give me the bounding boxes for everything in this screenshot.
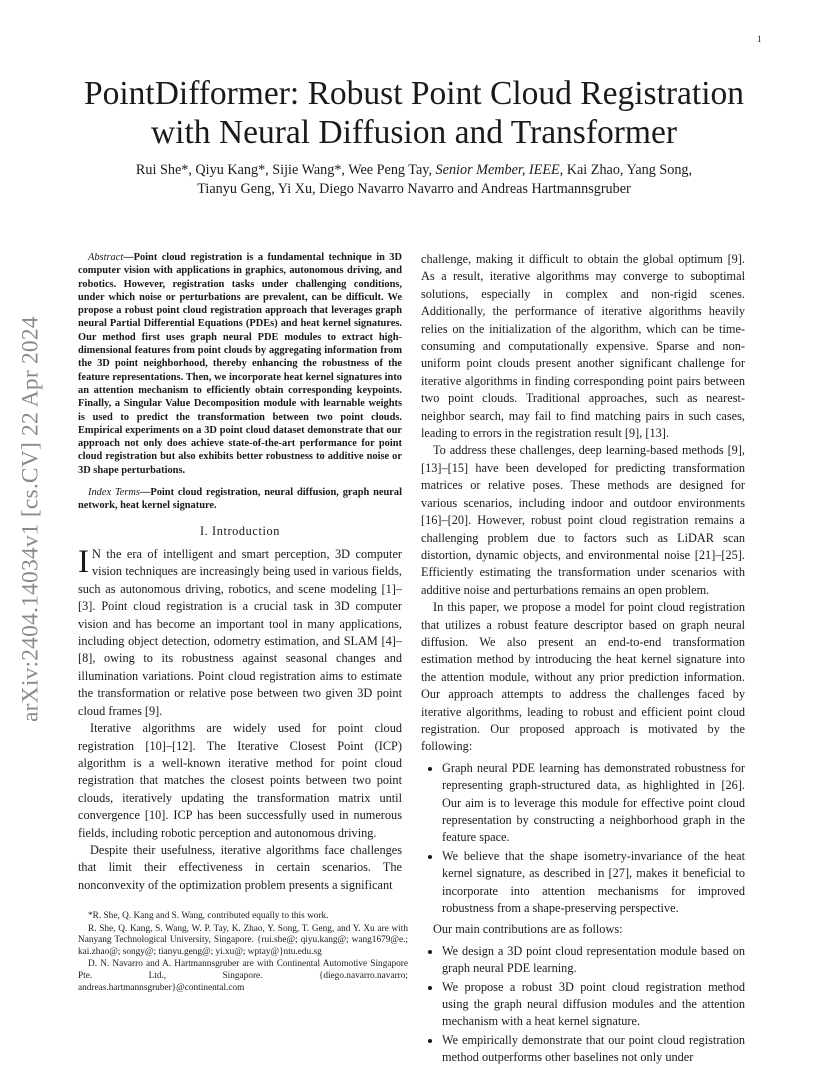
motivation-list (421, 760, 745, 918)
left-column (78, 251, 402, 894)
index-terms-label: Index Terms (88, 487, 140, 499)
title-line-2: with Neural Diffusion and Transformer (150, 114, 677, 151)
arxiv-side-stamp: arXiv:2404.14034v1 [cs.CV] 22 Apr 2024 (17, 316, 44, 722)
authors-line-2: Tianyu Geng, Yi Xu, Diego Navarro Navarro and Andreas Hartmannsgruber (197, 181, 631, 197)
list-item: • Graph neural PDE learning has demonstrated robustness for representing graph-structured data, as highlighted in [26]. Our aim is to leverage this module for effective point cloud representation by constructing a neighborhood graph in the feature space. (442, 760, 745, 847)
index-terms (78, 486, 402, 513)
list-item: • We propose a robust 3D point cloud registration method using the graph neural diffusion modules and the attention mechanism with a heat kernel signature. (442, 979, 745, 1031)
authors-line-1a: Rui She*, Qiyu Kang*, Sijie Wang*, Wee Peng Tay, (135, 162, 436, 178)
right-paragraph-3: In this paper, we propose a model for point cloud registration that utilizes a robust feature descriptor based on graph neural diffusion. We also present an end-to-end transformation estimation method by introducing the heat kernel signature into the attention module, without any prior prediction information. Our approach attempts to address the challenges faced by iterative algorithms, leading to robust and efficient point cloud registration. Our proposed approach is motivated by the following: (421, 600, 745, 754)
authors-line-1c: Kai Zhao, Yang Song, (563, 162, 693, 178)
intro-paragraph-1 (78, 546, 402, 720)
abstract-label: Abstract (88, 252, 124, 263)
authors-membership: Senior Member, IEEE, (435, 162, 564, 178)
abstract (78, 251, 402, 477)
page-number: 1 (757, 34, 762, 44)
right-paragraph-1: challenge, making it difficult to obtain the global optimum [9]. As a result, iterative algorithms may converge to suboptimal solutions, especially in complex and non-rigid scenes. Additionally, the performance of iterative algorithms heavily relies on the initialization of the algorithm, which can be time-consuming and computationally expensive. Sparse and non-uniform point clouds present another significant challenge for iterative algorithms in finding corresponding point pairs between two point clouds. Traditional approaches, such as nearest-neighbor search, may fail to find matching pairs in such cases, leading to errors in the registration result [9], [13]. (421, 252, 745, 441)
abstract-text: —Point cloud registration is a fundamental technique in 3D computer vision with applications in graphics, autonomous driving, and robotics. However, registration tasks under challenging conditions, under which noise or perturbations are prevalent, can be difficult. We propose a robust point cloud registration approach that leverages graph neural Partial Differential Equations (PDEs) and heat kernel signatures. Our method first uses graph neural PDE modules to extract high-dimensional features from point clouds by aggregating information from the 3D point neighborhood, thereby enhancing the robustness of the feature representations. Then, we incorporate heat kernel signatures into an attention mechanism to efficiently obtain corresponding keypoints. Finally, a Singular Value Decomposition module with learnable weights is used to predict the transformation between two point clouds. Empirical experiments on a 3D point cloud dataset demonstrate that our approach not only does achieve state-of-the-art performance for point cloud registration but also exhibits better robustness to additive noise or 3D shape perturbations. (78, 252, 402, 476)
title-line-1: PointDifformer: Robust Point Cloud Registration (83, 75, 745, 112)
list-item: • We empirically demonstrate that our point cloud registration method outperforms other baselines not only under (442, 1032, 745, 1067)
paper-title (60, 74, 768, 152)
intro-paragraph-2: Iterative algorithms are widely used for point cloud registration [10]–[12]. The Iterative Closest Point (ICP) algorithm is a well-known iterative method for point cloud registration that matches the closest points between two point clouds, iteratively updating the transformation matrix until convergence [10]. ICP has been successfully used in numerous fields, including robotic perception and autonomous driving. (78, 721, 402, 840)
section-heading: I. Introduction (199, 523, 281, 538)
title-block (60, 74, 768, 199)
footnote-equal-contribution: *R. She, Q. Kang and S. Wang, contributed equally to this work. (88, 911, 329, 921)
index-terms-text: —Point cloud registration, neural diffusion, graph neural network, heat kernel signature. (78, 487, 403, 512)
author-list (60, 161, 768, 199)
intro-p1-text: N the era of intelligent and smart perception, 3D computer vision techniques are increasingly being used in various fields, such as autonomous driving, robotics, and scene modeling [1]–[3]. Point cloud registration is a crucial task in 3D computer vision and has become an important tool in many applications, including object detection, odometry estimation, and SLAM [4]–[8], owing to its robustness against seasonal changes and illumination variations. Point cloud registration aims to estimate the transformation or relative pose between two given 3D point cloud frames [9]. (78, 547, 402, 718)
list-item: • We believe that the shape isometry-invariance of the heat kernel signature, as described in [27], makes it beneficial to incorporate into attention mechanisms for improved robustness from a shape-preserving perspective. (442, 848, 745, 918)
right-paragraph-2: To address these challenges, deep learning-based methods [9], [13]–[15] have been developed for predicting transformation matrices or relative poses. These methods are designed for various scenarios, including indoor and outdoor environments [16]–[20]. However, robust point cloud registration remains a challenging problem due to factors such as LiDAR scan distortion, dynamic objects, and environmental noise [21]–[25]. Efficiently estimating the transformation under scenarios with additive noise and perturbations remains an open problem. (421, 443, 745, 597)
list-item: • We design a 3D point cloud representation module based on graph neural PDE learning. (442, 943, 745, 978)
right-column (421, 251, 745, 1071)
footnotes (78, 911, 408, 995)
intro-paragraph-3: Despite their usefulness, iterative algorithms face challenges that limit their effectiveness in certain scenarios. The nonconvexity of the optimization problem presents a significant (78, 842, 402, 892)
drop-cap: I (78, 544, 89, 581)
footnote-affiliation-continental: D. N. Navarro and A. Hartmannsgruber are with Continental Automotive Singapore Pte. Ltd., Singapore. {diego.navarro.navarro; andreas.hartmannsgruber}@continental.com (78, 959, 408, 993)
contributions-list (421, 943, 745, 1067)
footnote-affiliation-ntu: R. She, Q. Kang, S. Wang, W. P. Tay, K. Zhao, Y. Song, T. Geng, and Y. Xu are with Nanyang Technological University, Singapore. {rui.she@; qiyu.kang@; wang1679@e.; kai.zhao@; songy@; tianyu.geng@; yi.xu@; wptay@}ntu.edu.sg (78, 923, 408, 957)
contributions-intro: Our main contributions are as follows: (433, 922, 623, 937)
